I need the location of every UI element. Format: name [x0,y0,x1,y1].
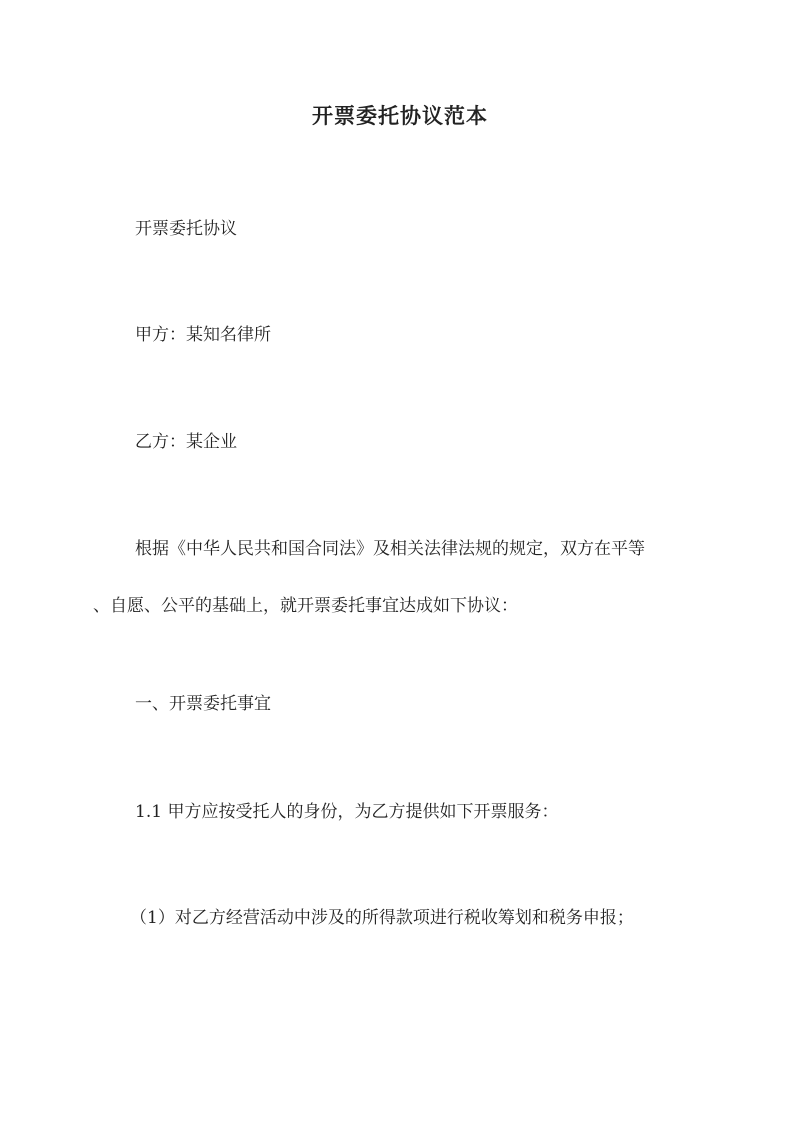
section-1-heading: 一、开票委托事宜 [135,694,271,714]
clause-item-1: （1）对乙方经营活动中涉及的所得款项进行税收筹划和税务申报； [130,908,634,928]
document-title: 开票委托协议范本 [312,103,488,128]
preamble-line-2: 、自愿、公平的基础上，就开票委托事宜达成如下协议： [93,596,518,616]
preamble-paragraph [93,537,713,618]
clause-1-1: 1.1 甲方应按受托人的身份，为乙方提供如下开票服务： [135,802,559,822]
preamble-line-1: 根据《中华人民共和国合同法》及相关法律法规的规定，双方在平等 [135,539,645,559]
agreement-heading: 开票委托协议 [135,219,237,239]
party-a: 甲方：某知名律所 [135,325,271,345]
party-b: 乙方：某企业 [135,432,237,452]
